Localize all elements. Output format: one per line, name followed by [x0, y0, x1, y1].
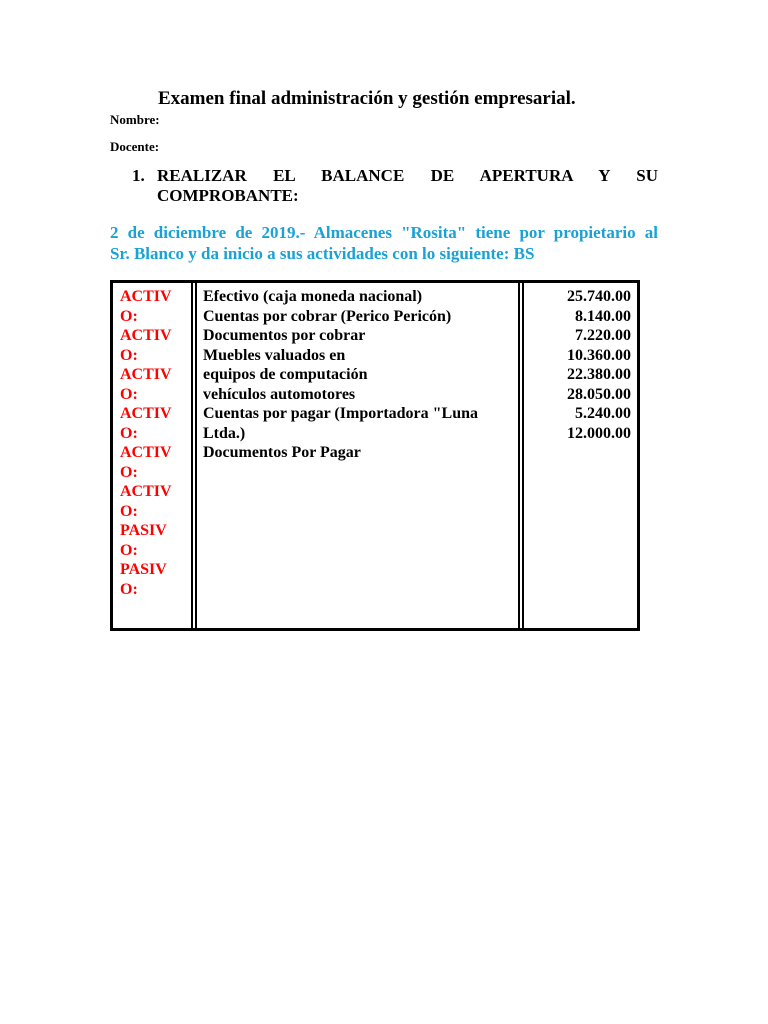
amount-cell: 10.360.00 [567, 346, 631, 364]
type-cell-line: O: [120, 385, 138, 403]
description-cell-line: equipos de computación [203, 366, 368, 383]
type-cell-line: PASIV [120, 561, 167, 578]
type-cells [120, 287, 172, 599]
amount-cell: 8.140.00 [575, 307, 631, 325]
page-title: Examen final administración y gestión empresarial. [158, 88, 576, 109]
amount-cell: 22.380.00 [567, 366, 631, 383]
description-cell-line: Cuentas por pagar (Importadora "Luna [203, 405, 478, 422]
amount-cell: 5.240.00 [575, 405, 631, 422]
task-number: 1. [132, 166, 145, 185]
description-cells [203, 287, 478, 463]
type-cell-line: O: [120, 541, 138, 559]
type-cell-line: ACTIV [120, 444, 172, 461]
intro-line1: 2 de diciembre de 2019.- Almacenes "Rosita" tiene por propietario al [110, 223, 658, 242]
type-cell-line: ACTIV [120, 327, 172, 344]
description-cell-line: Documentos Por Pagar [203, 444, 361, 461]
type-cell-line: ACTIV [120, 405, 172, 422]
docente-label: Docente: [110, 139, 160, 154]
task-text-line2: COMPROBANTE: [157, 186, 299, 205]
intro-line2: Sr. Blanco y da inicio a sus actividades con lo siguiente: BS [110, 244, 535, 263]
type-cell-line: ACTIV [120, 366, 172, 383]
description-cell-line: Documentos por cobrar [203, 327, 366, 344]
description-cell-line: Ltda.) [203, 424, 246, 442]
type-cell-line: O: [120, 346, 138, 364]
type-cell-line: ACTIV [120, 288, 172, 305]
type-cell-line: PASIV [120, 522, 167, 539]
description-cell-line: Muebles valuados en [203, 346, 346, 364]
task-item [132, 166, 658, 205]
amount-cell: 25.740.00 [567, 288, 631, 305]
nombre-label: Nombre: [110, 112, 160, 127]
description-cell-line: vehículos automotores [203, 385, 356, 403]
type-cell-line: O: [120, 580, 138, 598]
type-cell-line: O: [120, 307, 138, 325]
type-column [113, 283, 193, 628]
description-cell-line: Efectivo (caja moneda nacional) [203, 288, 423, 305]
type-cell-line: O: [120, 463, 138, 481]
description-cell-line: Cuentas por cobrar (Perico Pericón) [203, 307, 452, 325]
type-cell-line: O: [120, 502, 138, 520]
amount-cell: 12.000.00 [567, 424, 631, 442]
ledger-table [110, 280, 640, 631]
amount-cells [567, 287, 631, 443]
type-cell-line: O: [120, 424, 138, 442]
amount-cell: 7.220.00 [575, 327, 631, 344]
amount-column [522, 283, 637, 628]
description-column [195, 283, 520, 628]
type-cell-line: ACTIV [120, 483, 172, 500]
amount-cell: 28.050.00 [567, 385, 631, 403]
task-text-line1: REALIZAR EL BALANCE DE APERTURA Y SU [157, 166, 658, 185]
